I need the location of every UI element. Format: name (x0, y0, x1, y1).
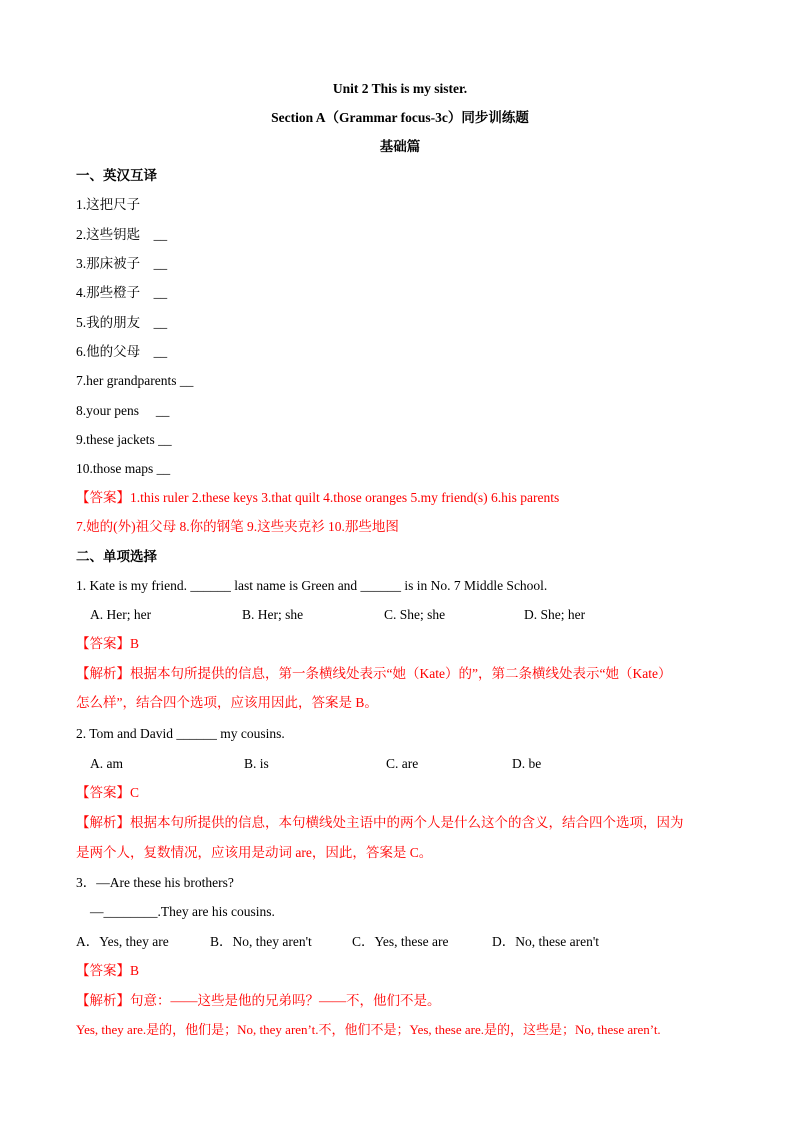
question-2-stem: 2. Tom and David ______ my cousins. (76, 726, 285, 741)
question-3-answer: 【答案】B (76, 963, 140, 978)
question-2-option-c: C. are (386, 756, 419, 771)
part1-heading: 一、英汉互译 (76, 168, 157, 183)
question-1-option-d: D. She; her (524, 607, 586, 622)
question-1-analysis: 【解析】根据本句所提供的信息，第一条横线处表示“她（Kate）的”，第二条横线处表示“她（Kate） (76, 666, 672, 681)
part1-answer-continued: 7.她的(外)祖父母 8.你的钢笔 9.这些夹克衫 10.那些地图 (76, 519, 399, 534)
question-3-analysis-continued: Yes, they are.是的，他们是；No, they aren’t.不，他们不是；Yes, these are.是的，这些是；No, these aren’t. (76, 1022, 661, 1037)
question-2-option-d: D. be (512, 756, 542, 771)
question-2-answer: 【答案】C (76, 785, 140, 800)
translation-item: 1.这把尺子 (76, 197, 141, 212)
question-2-option-b: B. is (244, 756, 269, 771)
question-1-answer: 【答案】B (76, 636, 140, 651)
document-subtitle: Section A（Grammar focus-3c）同步训练题 (271, 110, 529, 125)
question-1-analysis-continued: 怎么样”，结合四个选项，应该用因此，答案是 B。 (76, 695, 378, 710)
translation-item: 10.those maps __ (76, 461, 171, 476)
translation-item: 6.他的父母 __ (76, 344, 168, 359)
translation-item: 3.那床被子 __ (76, 256, 168, 271)
document-title: Unit 2 This is my sister. (332, 81, 468, 96)
translation-item: 4.那些橙子 __ (76, 285, 168, 300)
question-2-analysis-continued: 是两个人，复数情况，应该用是动词 are，因此，答案是 C。 (76, 845, 433, 860)
part2-heading: 二、单项选择 (76, 549, 157, 564)
part1-answer: 【答案】1.this ruler 2.these keys 3.that quilt 4.those oranges 5.my friend(s) 6.his parents (76, 490, 560, 505)
translation-item: 2.这些钥匙 __ (76, 227, 168, 242)
translation-item: 9.these jackets __ (76, 432, 172, 447)
question-1-option-c: C. She; she (384, 607, 446, 622)
question-2-option-a: A. am (90, 756, 123, 771)
question-2-analysis: 【解析】根据本句所提供的信息，本句横线处主语中的两个人是什么这个的含义，结合四个选项，因为 (76, 815, 684, 830)
question-1-stem: 1. Kate is my friend. ______ last name is Green and ______ is in No. 7 Middle School. (76, 578, 548, 593)
question-3-option-c: C．Yes, these are (352, 934, 449, 949)
question-3-reply: —________.They are his cousins. (90, 904, 275, 919)
question-3-option-d: D．No, these aren't (492, 934, 600, 949)
translation-item: 8.your pens __ (76, 403, 170, 418)
question-3-stem: 3．—Are these his brothers? (76, 875, 234, 890)
level-label: 基础篇 (379, 139, 421, 154)
question-1-option-b: B. Her; she (242, 607, 304, 622)
translation-item: 7.her grandparents __ (76, 373, 194, 388)
question-1-option-a: A. Her; her (90, 607, 152, 622)
question-3-analysis: 【解析】句意：——这些是他的兄弟吗？——不，他们不是。 (76, 993, 441, 1008)
question-3-option-a: A．Yes, they are (76, 934, 169, 949)
question-3-option-b: B．No, they aren't (210, 934, 312, 949)
translation-item: 5.我的朋友 __ (76, 315, 168, 330)
